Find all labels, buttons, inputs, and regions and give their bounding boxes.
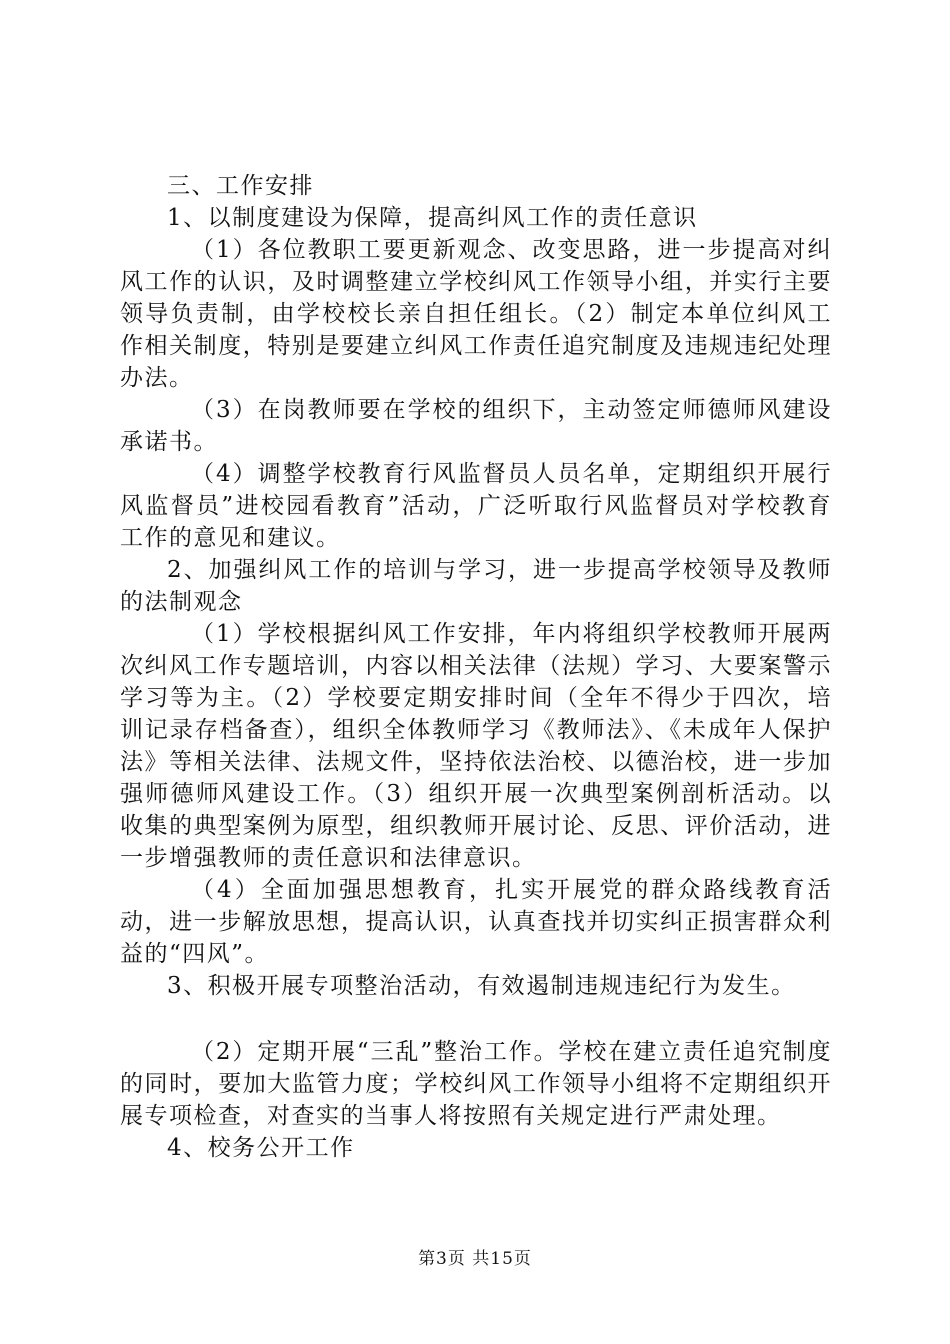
document-body <box>120 170 832 1164</box>
paragraph: （4）全面加强思想教育，扎实开展党的群众路线教育活动，进一步解放思想，提高认识，认真查找并切实纠正损害群众利益的“四风”。 <box>120 877 832 967</box>
paragraph: （1）各位教职工要更新观念、改变思路，进一步提高对纠风工作的认识，及时调整建立学校纠风工作领导小组，并实行主要领导负责制，由学校校长亲自担任组长。（2）制定本单位纠风工作相关制度，特别是要建立纠风工作责任追究制度及违规违纪处理办法。 <box>120 237 832 391</box>
subsection-heading-3: 3、积极开展专项整治活动，有效遏制违规违纪行为发生。 <box>167 973 796 999</box>
subsection-heading-2: 2、加强纠风工作的培训与学习，进一步提高学校领导及教师的法制观念 <box>120 557 832 615</box>
section-heading: 三、工作安排 <box>167 173 314 199</box>
paragraph: （3）在岗教师要在学校的组织下，主动签定师德师风建设承诺书。 <box>120 397 832 455</box>
paragraph: （2）定期开展“三乱”整治工作。学校在建立责任追究制度的同时，要加大监管力度；学校纠风工作领导小组将不定期组织开展专项检查，对查实的当事人将按照有关规定进行严肃处理。 <box>120 1039 832 1129</box>
blank-line <box>120 1002 832 1036</box>
subsection-heading-4: 4、校务公开工作 <box>167 1135 355 1161</box>
subsection-heading-1: 1、以制度建设为保障，提高纠风工作的责任意识 <box>167 205 698 231</box>
paragraph: （1）学校根据纠风工作安排，年内将组织学校教师开展两次纠风工作专题培训，内容以相关法律（法规）学习、大要案警示学习等为主。（2）学校要定期安排时间（全年不得少于四次，培训记录存档备查），组织全体教师学习《教师法》、《未成年人保护法》等相关法律、法规文件，坚持依法治校、以德治校，进一步加强师德师风建设工作。（3）组织开展一次典型案例剖析活动。以收集的典型案例为原型，组织教师开展讨论、反思、评价活动，进一步增强教师的责任意识和法律意识。 <box>120 621 832 871</box>
paragraph: （4）调整学校教育行风监督员人员名单，定期组织开展行风监督员”进校园看教育”活动，广泛听取行风监督员对学校教育工作的意见和建议。 <box>120 461 832 551</box>
page-footer: 第3页 共15页 <box>418 1249 532 1269</box>
